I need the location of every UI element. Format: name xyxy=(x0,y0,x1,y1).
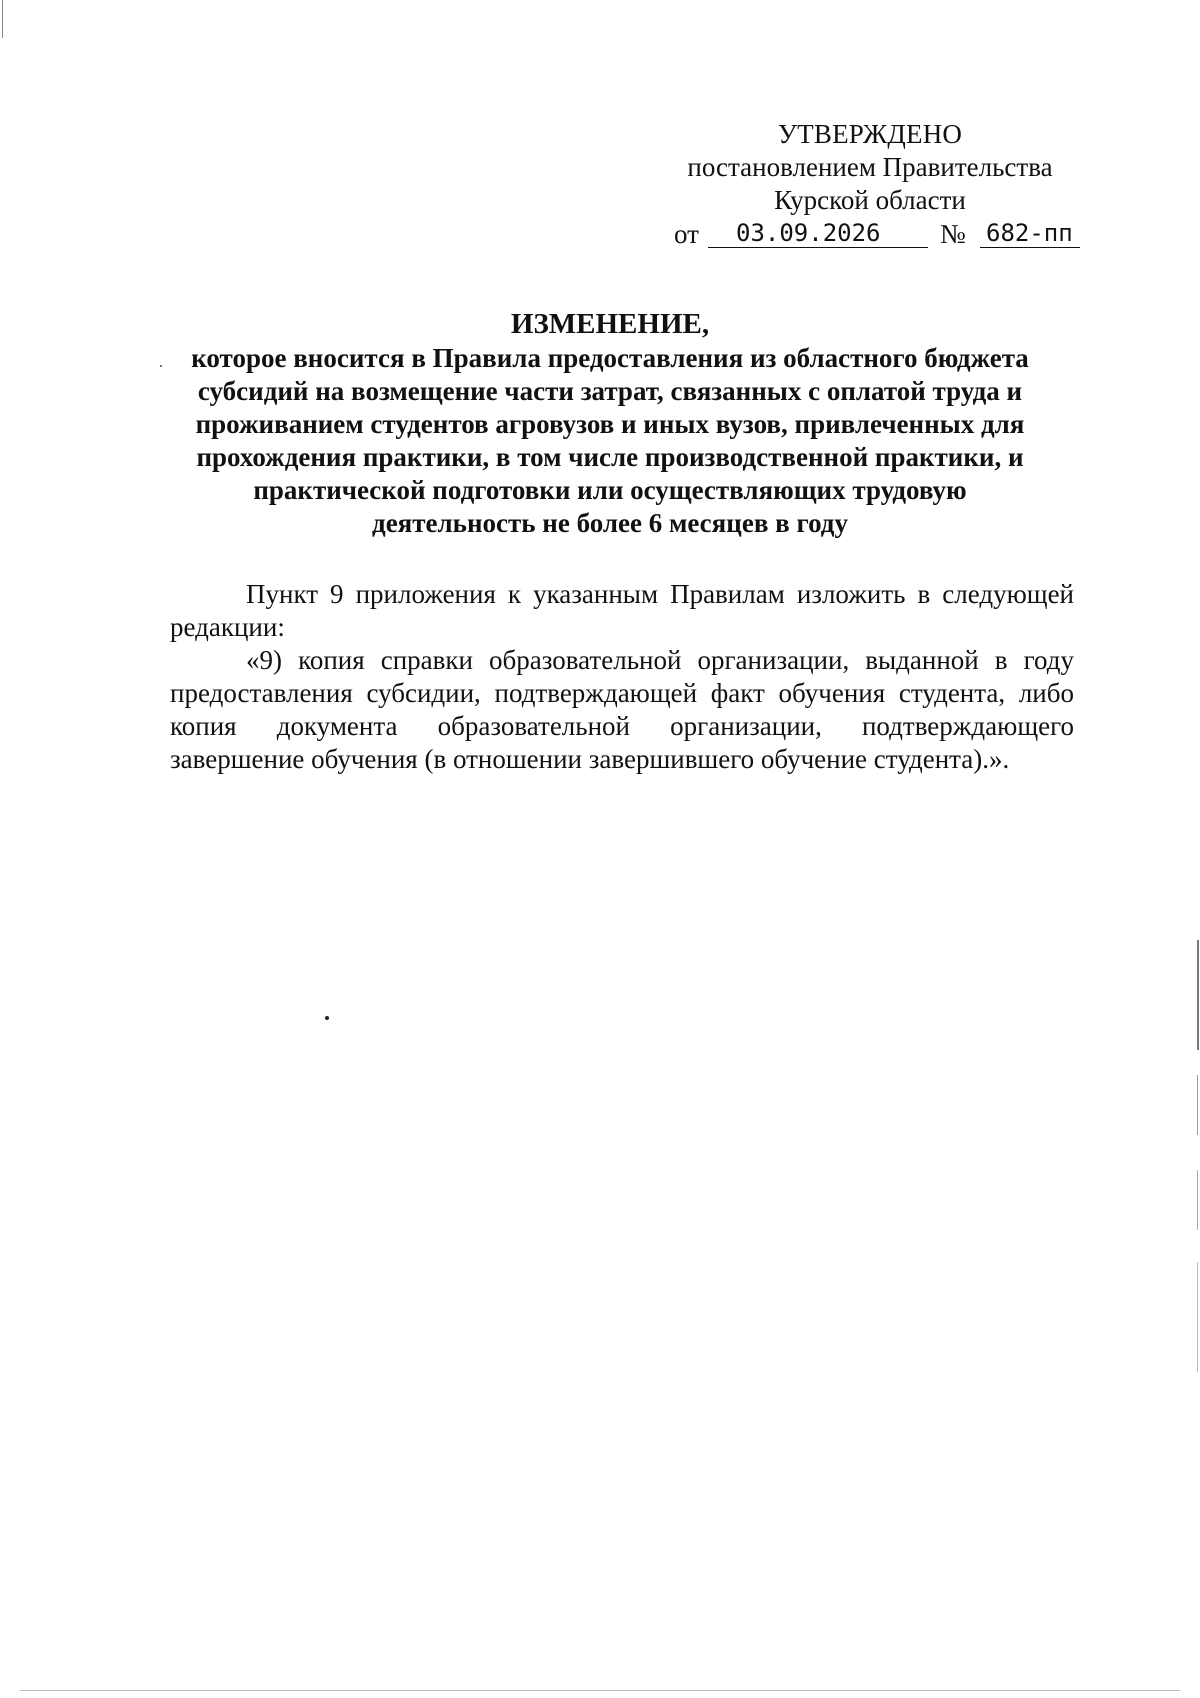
number-label: № xyxy=(940,219,966,249)
body-paragraph-intro: Пункт 9 приложения к указанным Правилам изложить в следующей редакции: xyxy=(170,579,1074,642)
scan-edge-mark xyxy=(2,0,3,38)
scan-edge-mark xyxy=(1197,1170,1198,1230)
date-value: 03.09.2026 xyxy=(708,218,928,248)
scan-edge-mark xyxy=(1197,940,1199,1050)
approval-line-resolution: постановлением Правительства xyxy=(687,152,1053,182)
scan-edge-mark xyxy=(1197,1075,1198,1135)
approval-date-row xyxy=(674,218,1094,252)
heading-subtitle-line: деятельность не более 6 месяцев в году xyxy=(372,508,848,538)
scan-edge-mark xyxy=(1197,1262,1198,1372)
document-heading xyxy=(150,308,1070,540)
heading-title: ИЗМЕНЕНИЕ, xyxy=(510,308,710,340)
scan-dot xyxy=(325,1016,329,1020)
scan-bottom-line xyxy=(20,1690,1180,1691)
approval-title: УТВЕРЖДЕНО xyxy=(777,119,963,149)
heading-subtitle-line: прохождения практики, в том числе производственной практики, и xyxy=(196,442,1024,472)
date-label: от xyxy=(674,219,699,249)
heading-subtitle-line: субсидий на возмещение части затрат, связанных с оплатой труда и xyxy=(197,376,1023,406)
heading-subtitle-line: практической подготовки или осуществляющих трудовую xyxy=(253,475,967,505)
approval-block xyxy=(660,118,1080,249)
heading-subtitle-line: проживанием студентов агровузов и иных вузов, привлеченных для xyxy=(195,409,1025,439)
scan-dot xyxy=(160,365,162,367)
approval-line-region: Курской области xyxy=(774,185,966,215)
body-paragraph-amendment: «9) копия справки образовательной организации, выданной в году предоставления субсидии, подтверждающей факт обучения студента, либо копия документа образовательной организации, подтверждающего завершение обучения (в отношении завершившего обучение студента).». xyxy=(170,645,1074,774)
heading-subtitle-line: которое вносится в Правила предоставления из областного бюджета xyxy=(191,343,1029,373)
document-body xyxy=(170,578,1074,776)
number-value: 682-пп xyxy=(980,218,1080,248)
